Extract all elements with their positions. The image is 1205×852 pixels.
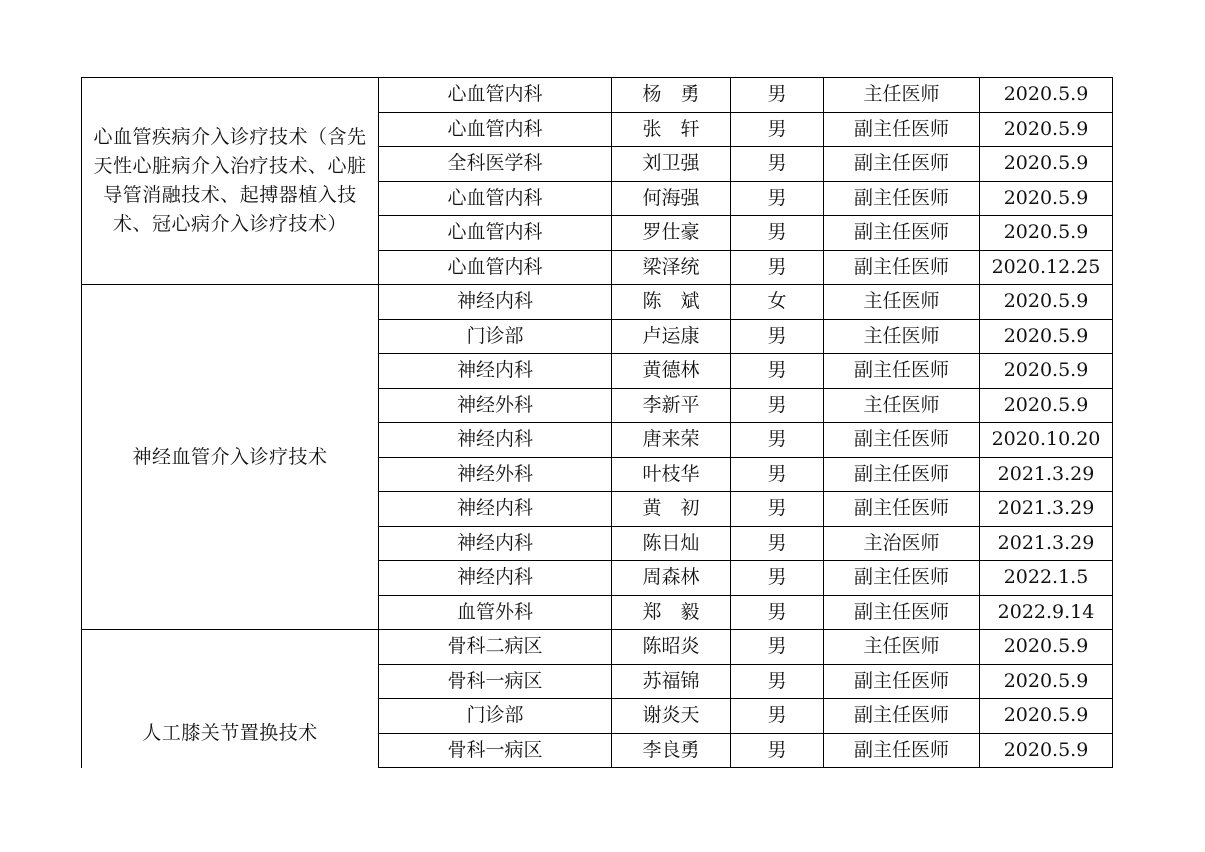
- title-cell: 副主任医师: [824, 561, 980, 596]
- date-cell: 2021.3.29: [980, 526, 1113, 561]
- name-cell: 郑 毅: [612, 595, 731, 630]
- gender-cell: 男: [731, 526, 824, 561]
- title-cell: 副主任医师: [824, 354, 980, 389]
- title-cell: 副主任医师: [824, 699, 980, 734]
- title-cell: 副主任医师: [824, 492, 980, 527]
- title-cell: 主治医师: [824, 526, 980, 561]
- department-cell: 心血管内科: [379, 78, 612, 113]
- department-cell: 神经外科: [379, 388, 612, 423]
- date-cell: 2020.5.9: [980, 733, 1113, 768]
- name-cell: 陈日灿: [612, 526, 731, 561]
- gender-cell: 男: [731, 733, 824, 768]
- name-cell: 李新平: [612, 388, 731, 423]
- name-cell: 黄 初: [612, 492, 731, 527]
- date-cell: 2022.1.5: [980, 561, 1113, 596]
- department-cell: 神经外科: [379, 457, 612, 492]
- title-cell: 副主任医师: [824, 595, 980, 630]
- department-cell: 神经内科: [379, 526, 612, 561]
- gender-cell: 男: [731, 216, 824, 251]
- title-cell: 副主任医师: [824, 423, 980, 458]
- date-cell: 2020.5.9: [980, 112, 1113, 147]
- gender-cell: 男: [731, 319, 824, 354]
- name-cell: 刘卫强: [612, 147, 731, 182]
- department-cell: 门诊部: [379, 319, 612, 354]
- gender-cell: 男: [731, 595, 824, 630]
- name-cell: 卢运康: [612, 319, 731, 354]
- title-cell: 主任医师: [824, 285, 980, 320]
- date-cell: 2020.5.9: [980, 216, 1113, 251]
- department-cell: 骨科一病区: [379, 733, 612, 768]
- department-cell: 心血管内科: [379, 181, 612, 216]
- name-cell: 唐来荣: [612, 423, 731, 458]
- page-bottom-margin: [0, 768, 1205, 852]
- gender-cell: 男: [731, 561, 824, 596]
- department-cell: 神经内科: [379, 561, 612, 596]
- gender-cell: 男: [731, 354, 824, 389]
- date-cell: 2021.3.29: [980, 492, 1113, 527]
- title-cell: 副主任医师: [824, 147, 980, 182]
- title-cell: 主任医师: [824, 78, 980, 113]
- gender-cell: 男: [731, 630, 824, 665]
- gender-cell: 男: [731, 423, 824, 458]
- gender-cell: 男: [731, 388, 824, 423]
- name-cell: 陈昭炎: [612, 630, 731, 665]
- gender-cell: 女: [731, 285, 824, 320]
- date-cell: 2020.5.9: [980, 699, 1113, 734]
- date-cell: 2020.5.9: [980, 319, 1113, 354]
- gender-cell: 男: [731, 181, 824, 216]
- title-cell: 副主任医师: [824, 112, 980, 147]
- technology-category-cell: 神经血管介入诊疗技术: [82, 285, 379, 630]
- name-cell: 张 轩: [612, 112, 731, 147]
- date-cell: 2020.5.9: [980, 285, 1113, 320]
- name-cell: 谢炎天: [612, 699, 731, 734]
- gender-cell: 男: [731, 147, 824, 182]
- gender-cell: 男: [731, 78, 824, 113]
- name-cell: 黄德林: [612, 354, 731, 389]
- gender-cell: 男: [731, 699, 824, 734]
- doctor-qualification-table: [81, 77, 1113, 837]
- department-cell: 神经内科: [379, 285, 612, 320]
- date-cell: 2020.5.9: [980, 354, 1113, 389]
- table-row: [82, 78, 1113, 113]
- department-cell: 门诊部: [379, 699, 612, 734]
- date-cell: 2020.5.9: [980, 664, 1113, 699]
- title-cell: 副主任医师: [824, 457, 980, 492]
- gender-cell: 男: [731, 664, 824, 699]
- department-cell: 血管外科: [379, 595, 612, 630]
- name-cell: 周森林: [612, 561, 731, 596]
- department-cell: 全科医学科: [379, 147, 612, 182]
- table-row: [82, 630, 1113, 665]
- department-cell: 神经内科: [379, 423, 612, 458]
- title-cell: 副主任医师: [824, 216, 980, 251]
- date-cell: 2020.5.9: [980, 78, 1113, 113]
- department-cell: 骨科二病区: [379, 630, 612, 665]
- department-cell: 心血管内科: [379, 216, 612, 251]
- department-cell: 心血管内科: [379, 112, 612, 147]
- gender-cell: 男: [731, 112, 824, 147]
- name-cell: 梁泽统: [612, 250, 731, 285]
- date-cell: 2020.5.9: [980, 147, 1113, 182]
- name-cell: 叶枝华: [612, 457, 731, 492]
- name-cell: 罗仕豪: [612, 216, 731, 251]
- title-cell: 副主任医师: [824, 181, 980, 216]
- title-cell: 副主任医师: [824, 250, 980, 285]
- gender-cell: 男: [731, 457, 824, 492]
- department-cell: 心血管内科: [379, 250, 612, 285]
- date-cell: 2020.5.9: [980, 388, 1113, 423]
- date-cell: 2020.5.9: [980, 181, 1113, 216]
- name-cell: 陈 斌: [612, 285, 731, 320]
- title-cell: 副主任医师: [824, 733, 980, 768]
- gender-cell: 男: [731, 492, 824, 527]
- name-cell: 李良勇: [612, 733, 731, 768]
- title-cell: 主任医师: [824, 319, 980, 354]
- gender-cell: 男: [731, 250, 824, 285]
- date-cell: 2020.5.9: [980, 630, 1113, 665]
- date-cell: 2020.10.20: [980, 423, 1113, 458]
- name-cell: 杨 勇: [612, 78, 731, 113]
- date-cell: 2021.3.29: [980, 457, 1113, 492]
- department-cell: 骨科一病区: [379, 664, 612, 699]
- department-cell: 神经内科: [379, 354, 612, 389]
- department-cell: 神经内科: [379, 492, 612, 527]
- title-cell: 副主任医师: [824, 664, 980, 699]
- date-cell: 2020.12.25: [980, 250, 1113, 285]
- name-cell: 苏福锦: [612, 664, 731, 699]
- technology-category-cell: 人工膝关节置换技术: [82, 630, 379, 837]
- date-cell: 2022.9.14: [980, 595, 1113, 630]
- title-cell: 主任医师: [824, 388, 980, 423]
- table-row: [82, 285, 1113, 320]
- technology-category-cell: 心血管疾病介入诊疗技术（含先天性心脏病介入治疗技术、心脏导管消融技术、起搏器植入技术、冠心病介入诊疗技术）: [82, 78, 379, 285]
- name-cell: 何海强: [612, 181, 731, 216]
- title-cell: 主任医师: [824, 630, 980, 665]
